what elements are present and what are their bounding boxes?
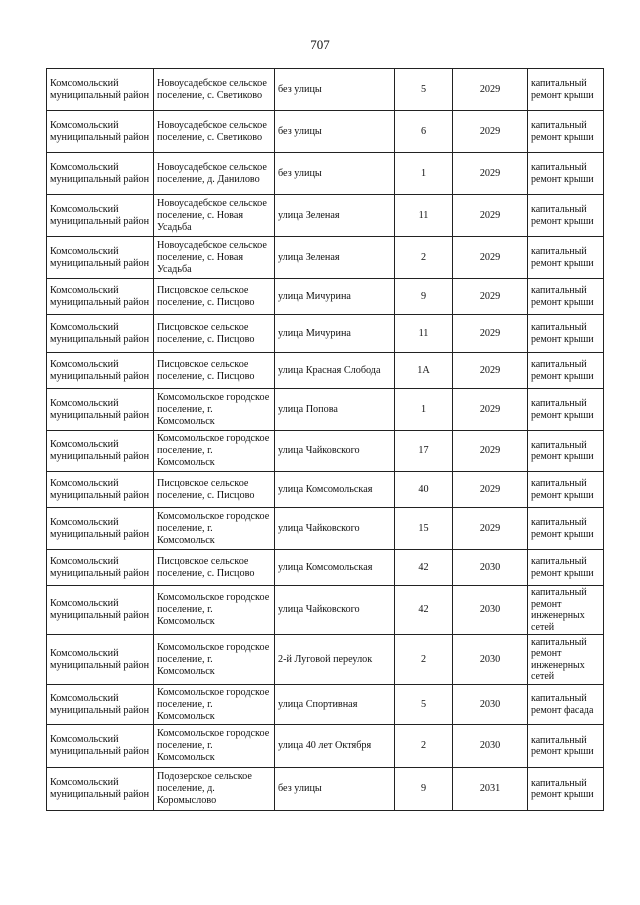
settlement-cell: Писцовское сельское поселение, с. Писцово xyxy=(154,279,275,315)
street-cell: улица Чайковского xyxy=(275,508,395,550)
work-type-cell: капитальный ремонт крыши xyxy=(528,431,604,472)
district-cell: Комсомольский муниципальный район xyxy=(47,431,154,472)
table-row xyxy=(47,315,604,353)
table-row xyxy=(47,279,604,315)
work-type-cell: капитальный ремонт крыши xyxy=(528,353,604,389)
work-type-cell: капитальный ремонт крыши xyxy=(528,111,604,153)
house-number-cell: 9 xyxy=(395,768,453,811)
year-cell: 2030 xyxy=(453,725,528,768)
settlement-cell: Новоусадебское сельское поселение, д. Данилово xyxy=(154,153,275,195)
settlement-cell: Комсомольское городское поселение, г. Комсомольск xyxy=(154,725,275,768)
year-cell: 2029 xyxy=(453,237,528,279)
district-cell: Комсомольский муниципальный район xyxy=(47,315,154,353)
street-cell: без улицы xyxy=(275,111,395,153)
district-cell: Комсомольский муниципальный район xyxy=(47,111,154,153)
table-row xyxy=(47,472,604,508)
year-cell: 2030 xyxy=(453,685,528,725)
year-cell: 2030 xyxy=(453,586,528,635)
settlement-cell: Новоусадебское сельское поселение, с. Светиково xyxy=(154,69,275,111)
work-type-cell: капитальный ремонт крыши xyxy=(528,195,604,237)
settlement-cell: Комсомольское городское поселение, г. Комсомольск xyxy=(154,635,275,685)
district-cell: Комсомольский муниципальный район xyxy=(47,635,154,685)
house-number-cell: 11 xyxy=(395,315,453,353)
year-cell: 2029 xyxy=(453,111,528,153)
table-row xyxy=(47,635,604,685)
house-number-cell: 2 xyxy=(395,635,453,685)
year-cell: 2029 xyxy=(453,472,528,508)
settlement-cell: Комсомольское городское поселение, г. Комсомольск xyxy=(154,508,275,550)
street-cell: без улицы xyxy=(275,768,395,811)
house-number-cell: 42 xyxy=(395,550,453,586)
district-cell: Комсомольский муниципальный район xyxy=(47,508,154,550)
table-row xyxy=(47,237,604,279)
work-type-cell: капитальный ремонт крыши xyxy=(528,153,604,195)
table-row xyxy=(47,111,604,153)
street-cell: улица Комсомольская xyxy=(275,472,395,508)
work-type-cell: капитальный ремонт инженерных сетей xyxy=(528,586,604,635)
table-row xyxy=(47,725,604,768)
street-cell: улица Мичурина xyxy=(275,279,395,315)
street-cell: улица Зеленая xyxy=(275,237,395,279)
house-number-cell: 9 xyxy=(395,279,453,315)
year-cell: 2029 xyxy=(453,508,528,550)
settlement-cell: Писцовское сельское поселение, с. Писцово xyxy=(154,550,275,586)
work-type-cell: капитальный ремонт крыши xyxy=(528,389,604,431)
settlement-cell: Комсомольское городское поселение, г. Комсомольск xyxy=(154,586,275,635)
table-row xyxy=(47,195,604,237)
house-number-cell: 17 xyxy=(395,431,453,472)
district-cell: Комсомольский муниципальный район xyxy=(47,153,154,195)
year-cell: 2029 xyxy=(453,279,528,315)
settlement-cell: Подозерское сельское поселение, д. Коромыслово xyxy=(154,768,275,811)
district-cell: Комсомольский муниципальный район xyxy=(47,353,154,389)
page-number: 707 xyxy=(310,37,330,52)
district-cell: Комсомольский муниципальный район xyxy=(47,237,154,279)
work-type-cell: капитальный ремонт крыши xyxy=(528,472,604,508)
table-body xyxy=(47,69,604,811)
year-cell: 2030 xyxy=(453,635,528,685)
table-row xyxy=(47,586,604,635)
work-type-cell: капитальный ремонт крыши xyxy=(528,725,604,768)
street-cell: улица Мичурина xyxy=(275,315,395,353)
street-cell: улица Чайковского xyxy=(275,431,395,472)
street-cell: улица Чайковского xyxy=(275,586,395,635)
work-type-cell: капитальный ремонт крыши xyxy=(528,550,604,586)
table-row xyxy=(47,353,604,389)
street-cell: без улицы xyxy=(275,69,395,111)
settlement-cell: Новоусадебское сельское поселение, с. Светиково xyxy=(154,111,275,153)
district-cell: Комсомольский муниципальный район xyxy=(47,389,154,431)
house-number-cell: 1 xyxy=(395,389,453,431)
settlement-cell: Комсомольское городское поселение, г. Комсомольск xyxy=(154,685,275,725)
house-number-cell: 42 xyxy=(395,586,453,635)
settlement-cell: Писцовское сельское поселение, с. Писцово xyxy=(154,472,275,508)
work-type-cell: капитальный ремонт фасада xyxy=(528,685,604,725)
year-cell: 2031 xyxy=(453,768,528,811)
district-cell: Комсомольский муниципальный район xyxy=(47,472,154,508)
district-cell: Комсомольский муниципальный район xyxy=(47,195,154,237)
settlement-cell: Комсомольское городское поселение, г. Комсомольск xyxy=(154,389,275,431)
street-cell: улица Зеленая xyxy=(275,195,395,237)
settlement-cell: Писцовское сельское поселение, с. Писцово xyxy=(154,315,275,353)
work-type-cell: капитальный ремонт крыши xyxy=(528,508,604,550)
year-cell: 2029 xyxy=(453,195,528,237)
street-cell: 2-й Луговой переулок xyxy=(275,635,395,685)
house-number-cell: 5 xyxy=(395,69,453,111)
street-cell: улица 40 лет Октября xyxy=(275,725,395,768)
table-row xyxy=(47,685,604,725)
street-cell: улица Спортивная xyxy=(275,685,395,725)
year-cell: 2029 xyxy=(453,153,528,195)
street-cell: улица Попова xyxy=(275,389,395,431)
repair-schedule-table xyxy=(46,68,604,811)
house-number-cell: 1 xyxy=(395,153,453,195)
house-number-cell: 15 xyxy=(395,508,453,550)
table-row xyxy=(47,508,604,550)
table-row xyxy=(47,389,604,431)
house-number-cell: 11 xyxy=(395,195,453,237)
house-number-cell: 6 xyxy=(395,111,453,153)
year-cell: 2029 xyxy=(453,431,528,472)
district-cell: Комсомольский муниципальный район xyxy=(47,685,154,725)
street-cell: улица Комсомольская xyxy=(275,550,395,586)
settlement-cell: Новоусадебское сельское поселение, с. Новая Усадьба xyxy=(154,195,275,237)
work-type-cell: капитальный ремонт инженерных сетей xyxy=(528,635,604,685)
year-cell: 2029 xyxy=(453,69,528,111)
work-type-cell: капитальный ремонт крыши xyxy=(528,315,604,353)
work-type-cell: капитальный ремонт крыши xyxy=(528,768,604,811)
district-cell: Комсомольский муниципальный район xyxy=(47,550,154,586)
work-type-cell: капитальный ремонт крыши xyxy=(528,69,604,111)
settlement-cell: Новоусадебское сельское поселение, с. Новая Усадьба xyxy=(154,237,275,279)
street-cell: улица Красная Слобода xyxy=(275,353,395,389)
house-number-cell: 1А xyxy=(395,353,453,389)
table-row xyxy=(47,550,604,586)
district-cell: Комсомольский муниципальный район xyxy=(47,725,154,768)
table-row xyxy=(47,153,604,195)
table-row xyxy=(47,431,604,472)
district-cell: Комсомольский муниципальный район xyxy=(47,279,154,315)
settlement-cell: Писцовское сельское поселение, с. Писцово xyxy=(154,353,275,389)
district-cell: Комсомольский муниципальный район xyxy=(47,69,154,111)
district-cell: Комсомольский муниципальный район xyxy=(47,768,154,811)
house-number-cell: 2 xyxy=(395,725,453,768)
year-cell: 2029 xyxy=(453,353,528,389)
settlement-cell: Комсомольское городское поселение, г. Комсомольск xyxy=(154,431,275,472)
house-number-cell: 5 xyxy=(395,685,453,725)
table-row xyxy=(47,768,604,811)
house-number-cell: 2 xyxy=(395,237,453,279)
year-cell: 2029 xyxy=(453,315,528,353)
work-type-cell: капитальный ремонт крыши xyxy=(528,279,604,315)
year-cell: 2030 xyxy=(453,550,528,586)
year-cell: 2029 xyxy=(453,389,528,431)
table-row xyxy=(47,69,604,111)
street-cell: без улицы xyxy=(275,153,395,195)
house-number-cell: 40 xyxy=(395,472,453,508)
district-cell: Комсомольский муниципальный район xyxy=(47,586,154,635)
work-type-cell: капитальный ремонт крыши xyxy=(528,237,604,279)
